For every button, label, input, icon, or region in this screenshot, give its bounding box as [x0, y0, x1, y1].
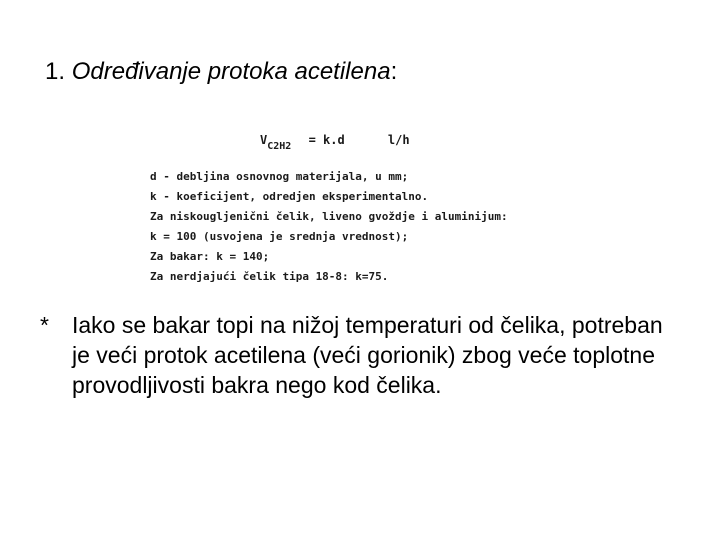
formula-unit: l/h	[387, 133, 410, 147]
note-paragraph	[40, 310, 680, 400]
scanned-formula-block	[150, 130, 530, 290]
title-number: 1.	[45, 58, 66, 85]
note-text: Iako se bakar topi na nižoj temperaturi od čelika, potreban je veći protok acetilena (veći gorionik) zbog veće toplotne provodljivosti bakra nego kod čelika.	[72, 312, 663, 398]
formula-variable: V	[260, 133, 268, 147]
definition-line: Za bakar: k = 140;	[150, 250, 270, 263]
definition-line: d - debljina osnovnog materijala, u mm;	[150, 170, 409, 183]
formula-subscript: C2H2	[267, 141, 292, 152]
title-text: Određivanje protoka acetilena	[71, 58, 391, 85]
formula-expression: = k.d	[308, 133, 345, 147]
slide-title	[45, 58, 397, 86]
note-bullet: *	[40, 312, 49, 338]
title-colon: :	[390, 58, 398, 85]
definition-list	[150, 167, 508, 287]
definition-line: k - koeficijent, odredjen eksperimentalno.	[150, 190, 429, 203]
definition-line: k = 100 (usvojena je srednja vrednost);	[150, 230, 409, 243]
definition-line: Za nerdjajući čelik tipa 18-8: k=75.	[150, 270, 389, 283]
flow-formula	[260, 130, 410, 160]
definition-line: Za niskougljenični čelik, liveno gvoždje i aluminijum:	[150, 210, 508, 223]
